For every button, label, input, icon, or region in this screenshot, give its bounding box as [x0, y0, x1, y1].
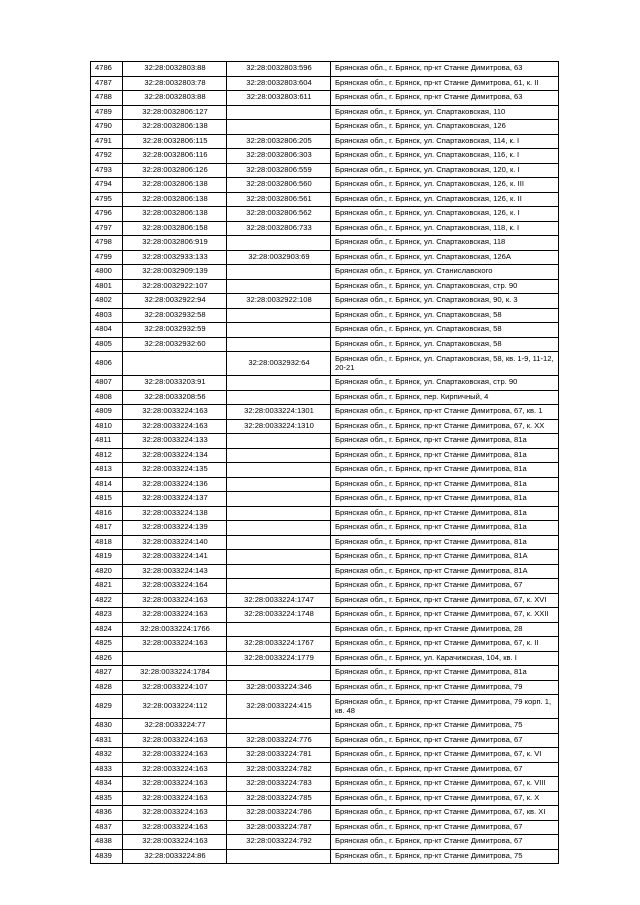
- table-row: [91, 550, 559, 565]
- parcel-number-cell: 32:28:0033224:135: [123, 463, 227, 478]
- parcel-number-cell: 32:28:0032803:88: [123, 62, 227, 77]
- object-number-cell: [227, 308, 331, 323]
- object-number-cell: 32:28:0033224:415: [227, 695, 331, 719]
- parcel-number-cell: 32:28:0032806:138: [123, 120, 227, 135]
- object-number-cell: [227, 579, 331, 594]
- object-number-cell: 32:28:0033224:1748: [227, 608, 331, 623]
- address-cell: Брянская обл., г. Брянск, ул. Спартаковская, 90, к. 3: [331, 294, 559, 309]
- address-cell: Брянская обл., г. Брянск, пр-кт Станке Димитрова, 81А: [331, 564, 559, 579]
- table-row: [91, 134, 559, 149]
- object-number-cell: [227, 849, 331, 864]
- address-cell: Брянская обл., г. Брянск, пр-кт Станке Димитрова, 67, кв. 1: [331, 405, 559, 420]
- address-cell: Брянская обл., г. Брянск, пр-кт Станке Димитрова, 67: [331, 762, 559, 777]
- address-cell: Брянская обл., г. Брянск, ул. Станиславского: [331, 265, 559, 280]
- table-row: [91, 748, 559, 763]
- object-number-cell: 32:28:0033224:781: [227, 748, 331, 763]
- object-number-cell: [227, 564, 331, 579]
- table-row: [91, 352, 559, 376]
- row-number-cell: 4817: [91, 521, 123, 536]
- table-row: [91, 390, 559, 405]
- table-row: [91, 250, 559, 265]
- parcel-number-cell: 32:28:0033224:141: [123, 550, 227, 565]
- parcel-number-cell: 32:28:0033224:163: [123, 835, 227, 850]
- object-number-cell: [227, 666, 331, 681]
- row-number-cell: 4819: [91, 550, 123, 565]
- object-number-cell: [227, 492, 331, 507]
- row-number-cell: 4806: [91, 352, 123, 376]
- table-row: [91, 76, 559, 91]
- parcel-number-cell: 32:28:0032933:133: [123, 250, 227, 265]
- object-number-cell: [227, 376, 331, 391]
- row-number-cell: 4787: [91, 76, 123, 91]
- address-cell: Брянская обл., г. Брянск, пр-кт Станке Димитрова, 67, к. XX: [331, 419, 559, 434]
- row-number-cell: 4820: [91, 564, 123, 579]
- row-number-cell: 4793: [91, 163, 123, 178]
- table-row: [91, 192, 559, 207]
- table-row: [91, 666, 559, 681]
- object-number-cell: 32:28:0032806:562: [227, 207, 331, 222]
- row-number-cell: 4804: [91, 323, 123, 338]
- parcel-number-cell: 32:28:0032806:138: [123, 207, 227, 222]
- row-number-cell: 4809: [91, 405, 123, 420]
- parcel-number-cell: 32:28:0032806:158: [123, 221, 227, 236]
- address-cell: Брянская обл., г. Брянск, пр-кт Станке Димитрова, 81а: [331, 448, 559, 463]
- row-number-cell: 4788: [91, 91, 123, 106]
- row-number-cell: 4833: [91, 762, 123, 777]
- address-cell: Брянская обл., г. Брянск, ул. Спартаковская, 120, к. I: [331, 163, 559, 178]
- parcel-number-cell: 32:28:0033224:137: [123, 492, 227, 507]
- parcel-number-cell: 32:28:0032803:88: [123, 91, 227, 106]
- address-cell: Брянская обл., г. Брянск, пр-кт Станке Димитрова, 67: [331, 835, 559, 850]
- address-cell: Брянская обл., г. Брянск, пр-кт Станке Димитрова, 81а: [331, 521, 559, 536]
- address-cell: Брянская обл., г. Брянск, пр-кт Станке Димитрова, 67, к. VIII: [331, 777, 559, 792]
- object-number-cell: [227, 506, 331, 521]
- address-cell: Брянская обл., г. Брянск, пр-кт Станке Димитрова, 67, к. VI: [331, 748, 559, 763]
- row-number-cell: 4794: [91, 178, 123, 193]
- row-number-cell: 4821: [91, 579, 123, 594]
- table-row: [91, 91, 559, 106]
- parcel-number-cell: 32:28:0033224:163: [123, 777, 227, 792]
- parcel-number-cell: 32:28:0033224:107: [123, 680, 227, 695]
- address-cell: Брянская обл., г. Брянск, ул. Спартаковская, 58: [331, 337, 559, 352]
- address-cell: Брянская обл., г. Брянск, ул. Спартаковская, 126А: [331, 250, 559, 265]
- row-number-cell: 4839: [91, 849, 123, 864]
- parcel-number-cell: 32:28:0032806:127: [123, 105, 227, 120]
- row-number-cell: 4818: [91, 535, 123, 550]
- address-cell: Брянская обл., г. Брянск, ул. Спартаковская, 58, кв. 1-9, 11-12, 20-21: [331, 352, 559, 376]
- parcel-number-cell: 32:28:0033224:163: [123, 405, 227, 420]
- object-number-cell: [227, 550, 331, 565]
- row-number-cell: 4799: [91, 250, 123, 265]
- object-number-cell: 32:28:0033224:782: [227, 762, 331, 777]
- object-number-cell: 32:28:0033224:1767: [227, 637, 331, 652]
- object-number-cell: [227, 337, 331, 352]
- row-number-cell: 4811: [91, 434, 123, 449]
- object-number-cell: 32:28:0032903:69: [227, 250, 331, 265]
- table-row: [91, 651, 559, 666]
- table-row: [91, 434, 559, 449]
- parcel-number-cell: [123, 651, 227, 666]
- object-number-cell: [227, 535, 331, 550]
- row-number-cell: 4814: [91, 477, 123, 492]
- address-cell: Брянская обл., г. Брянск, пр-кт Станке Димитрова, 81а: [331, 535, 559, 550]
- row-number-cell: 4816: [91, 506, 123, 521]
- object-number-cell: [227, 622, 331, 637]
- table-row: [91, 323, 559, 338]
- parcel-number-cell: 32:28:0033224:163: [123, 806, 227, 821]
- parcel-number-cell: 32:28:0033224:163: [123, 748, 227, 763]
- object-number-cell: 32:28:0033224:1310: [227, 419, 331, 434]
- row-number-cell: 4803: [91, 308, 123, 323]
- object-number-cell: 32:28:0033224:792: [227, 835, 331, 850]
- address-cell: Брянская обл., г. Брянск, ул. Спартаковская, 110: [331, 105, 559, 120]
- address-cell: Брянская обл., г. Брянск, пр-кт Станке Димитрова, 67, к. X: [331, 791, 559, 806]
- row-number-cell: 4827: [91, 666, 123, 681]
- parcel-number-cell: 32:28:0033224:163: [123, 762, 227, 777]
- parcel-number-cell: 32:28:0033224:163: [123, 820, 227, 835]
- row-number-cell: 4791: [91, 134, 123, 149]
- table-row: [91, 535, 559, 550]
- parcel-number-cell: 32:28:0033224:140: [123, 535, 227, 550]
- object-number-cell: 32:28:0033224:1779: [227, 651, 331, 666]
- row-number-cell: 4815: [91, 492, 123, 507]
- parcel-number-cell: 32:28:0032932:59: [123, 323, 227, 338]
- parcel-number-cell: 32:28:0033224:77: [123, 719, 227, 734]
- row-number-cell: 4826: [91, 651, 123, 666]
- table-row: [91, 477, 559, 492]
- table-row: [91, 265, 559, 280]
- object-number-cell: 32:28:0032806:561: [227, 192, 331, 207]
- object-number-cell: [227, 236, 331, 251]
- parcel-number-cell: 32:28:0033203:91: [123, 376, 227, 391]
- table-row: [91, 733, 559, 748]
- address-cell: Брянская обл., г. Брянск, пр-кт Станке Димитрова, 67, к. XXII: [331, 608, 559, 623]
- parcel-number-cell: 32:28:0033224:1784: [123, 666, 227, 681]
- address-cell: Брянская обл., г. Брянск, пр-кт Станке Димитрова, 61, к. II: [331, 76, 559, 91]
- row-number-cell: 4798: [91, 236, 123, 251]
- table-row: [91, 506, 559, 521]
- row-number-cell: 4824: [91, 622, 123, 637]
- address-cell: Брянская обл., г. Брянск, пр-кт Станке Димитрова, 81а: [331, 477, 559, 492]
- row-number-cell: 4805: [91, 337, 123, 352]
- parcel-number-cell: 32:28:0033224:134: [123, 448, 227, 463]
- parcel-number-cell: 32:28:0033224:163: [123, 791, 227, 806]
- cadastral-table: [90, 61, 559, 864]
- table-row: [91, 120, 559, 135]
- parcel-number-cell: 32:28:0032932:58: [123, 308, 227, 323]
- table-row: [91, 719, 559, 734]
- object-number-cell: [227, 463, 331, 478]
- address-cell: Брянская обл., г. Брянск, пр-кт Станке Димитрова, 28: [331, 622, 559, 637]
- row-number-cell: 4835: [91, 791, 123, 806]
- parcel-number-cell: 32:28:0033224:136: [123, 477, 227, 492]
- row-number-cell: 4792: [91, 149, 123, 164]
- address-cell: Брянская обл., г. Брянск, пр-кт Станке Димитрова, 67: [331, 733, 559, 748]
- row-number-cell: 4808: [91, 390, 123, 405]
- object-number-cell: [227, 390, 331, 405]
- address-cell: Брянская обл., г. Брянск, пр-кт Станке Димитрова, 81а: [331, 666, 559, 681]
- parcel-number-cell: 32:28:0033224:163: [123, 608, 227, 623]
- address-cell: Брянская обл., г. Брянск, пр-кт Станке Димитрова, 67, кв. XI: [331, 806, 559, 821]
- table-row: [91, 777, 559, 792]
- object-number-cell: [227, 719, 331, 734]
- parcel-number-cell: 32:28:0033224:112: [123, 695, 227, 719]
- row-number-cell: 4822: [91, 593, 123, 608]
- parcel-number-cell: 32:28:0032806:138: [123, 192, 227, 207]
- parcel-number-cell: 32:28:0033224:163: [123, 419, 227, 434]
- address-cell: Брянская обл., г. Брянск, пр-кт Станке Димитрова, 79 корп. 1, кв. 48: [331, 695, 559, 719]
- address-cell: Брянская обл., г. Брянск, пр-кт Станке Димитрова, 75: [331, 849, 559, 864]
- table-row: [91, 448, 559, 463]
- table-row: [91, 236, 559, 251]
- parcel-number-cell: 32:28:0033224:1766: [123, 622, 227, 637]
- parcel-number-cell: 32:28:0033224:163: [123, 593, 227, 608]
- address-cell: Брянская обл., г. Брянск, ул. Спартаковская, 118, к. I: [331, 221, 559, 236]
- address-cell: Брянская обл., г. Брянск, пр-кт Станке Димитрова, 81а: [331, 434, 559, 449]
- object-number-cell: 32:28:0032806:303: [227, 149, 331, 164]
- object-number-cell: 32:28:0033224:1301: [227, 405, 331, 420]
- parcel-number-cell: [123, 352, 227, 376]
- object-number-cell: 32:28:0032932:64: [227, 352, 331, 376]
- table-row: [91, 492, 559, 507]
- object-number-cell: 32:28:0032806:733: [227, 221, 331, 236]
- table-row: [91, 564, 559, 579]
- object-number-cell: 32:28:0032803:611: [227, 91, 331, 106]
- parcel-number-cell: 32:28:0032932:60: [123, 337, 227, 352]
- address-cell: Брянская обл., г. Брянск, пер. Кирпичный, 4: [331, 390, 559, 405]
- address-cell: Брянская обл., г. Брянск, пр-кт Станке Димитрова, 81а: [331, 492, 559, 507]
- address-cell: Брянская обл., г. Брянск, ул. Спартаковская, 126, к. I: [331, 207, 559, 222]
- address-cell: Брянская обл., г. Брянск, ул. Спартаковская, 126: [331, 120, 559, 135]
- parcel-number-cell: 32:28:0032806:138: [123, 178, 227, 193]
- table-row: [91, 405, 559, 420]
- table-row: [91, 294, 559, 309]
- address-cell: Брянская обл., г. Брянск, пр-кт Станке Димитрова, 67, к. II: [331, 637, 559, 652]
- table-row: [91, 762, 559, 777]
- row-number-cell: 4828: [91, 680, 123, 695]
- table-row: [91, 221, 559, 236]
- address-cell: Брянская обл., г. Брянск, пр-кт Станке Димитрова, 67: [331, 579, 559, 594]
- parcel-number-cell: 32:28:0033224:138: [123, 506, 227, 521]
- row-number-cell: 4810: [91, 419, 123, 434]
- table-row: [91, 337, 559, 352]
- object-number-cell: [227, 434, 331, 449]
- address-cell: Брянская обл., г. Брянск, ул. Спартаковская, 116, к. I: [331, 149, 559, 164]
- row-number-cell: 4836: [91, 806, 123, 821]
- object-number-cell: 32:28:0032803:596: [227, 62, 331, 77]
- table-row: [91, 695, 559, 719]
- address-cell: Брянская обл., г. Брянск, ул. Карачижская, 104, кв. I: [331, 651, 559, 666]
- object-number-cell: 32:28:0032806:560: [227, 178, 331, 193]
- table-row: [91, 835, 559, 850]
- table-row: [91, 463, 559, 478]
- table-row: [91, 376, 559, 391]
- table-row: [91, 105, 559, 120]
- object-number-cell: [227, 120, 331, 135]
- address-cell: Брянская обл., г. Брянск, ул. Спартаковская, 126, к. III: [331, 178, 559, 193]
- table-row: [91, 279, 559, 294]
- table-row: [91, 593, 559, 608]
- object-number-cell: 32:28:0033224:787: [227, 820, 331, 835]
- row-number-cell: 4830: [91, 719, 123, 734]
- parcel-number-cell: 32:28:0033224:143: [123, 564, 227, 579]
- object-number-cell: 32:28:0033224:1747: [227, 593, 331, 608]
- parcel-number-cell: 32:28:0032922:94: [123, 294, 227, 309]
- address-cell: Брянская обл., г. Брянск, ул. Спартаковская, 118: [331, 236, 559, 251]
- address-cell: Брянская обл., г. Брянск, ул. Спартаковская, 58: [331, 323, 559, 338]
- object-number-cell: [227, 265, 331, 280]
- row-number-cell: 4831: [91, 733, 123, 748]
- table-row: [91, 62, 559, 77]
- object-number-cell: 32:28:0032806:205: [227, 134, 331, 149]
- object-number-cell: 32:28:0032806:559: [227, 163, 331, 178]
- row-number-cell: 4825: [91, 637, 123, 652]
- row-number-cell: 4786: [91, 62, 123, 77]
- address-cell: Брянская обл., г. Брянск, пр-кт Станке Димитрова, 63: [331, 91, 559, 106]
- object-number-cell: [227, 477, 331, 492]
- table-row: [91, 806, 559, 821]
- object-number-cell: 32:28:0033224:346: [227, 680, 331, 695]
- row-number-cell: 4802: [91, 294, 123, 309]
- table-row: [91, 163, 559, 178]
- table-row: [91, 622, 559, 637]
- row-number-cell: 4800: [91, 265, 123, 280]
- address-cell: Брянская обл., г. Брянск, пр-кт Станке Димитрова, 81А: [331, 550, 559, 565]
- row-number-cell: 4832: [91, 748, 123, 763]
- object-number-cell: [227, 448, 331, 463]
- object-number-cell: [227, 279, 331, 294]
- row-number-cell: 4812: [91, 448, 123, 463]
- row-number-cell: 4801: [91, 279, 123, 294]
- row-number-cell: 4837: [91, 820, 123, 835]
- address-cell: Брянская обл., г. Брянск, ул. Спартаковская, 126, к. II: [331, 192, 559, 207]
- parcel-number-cell: 32:28:0032806:919: [123, 236, 227, 251]
- row-number-cell: 4823: [91, 608, 123, 623]
- table-row: [91, 521, 559, 536]
- table-row: [91, 308, 559, 323]
- table-row: [91, 149, 559, 164]
- table-row: [91, 849, 559, 864]
- address-cell: Брянская обл., г. Брянск, ул. Спартаковская, стр. 90: [331, 279, 559, 294]
- parcel-number-cell: 32:28:0033224:139: [123, 521, 227, 536]
- table-body: [91, 62, 559, 864]
- object-number-cell: [227, 323, 331, 338]
- table-row: [91, 419, 559, 434]
- object-number-cell: 32:28:0033224:786: [227, 806, 331, 821]
- parcel-number-cell: 32:28:0033224:164: [123, 579, 227, 594]
- table-row: [91, 680, 559, 695]
- row-number-cell: 4796: [91, 207, 123, 222]
- parcel-number-cell: 32:28:0033224:86: [123, 849, 227, 864]
- object-number-cell: 32:28:0033224:785: [227, 791, 331, 806]
- object-number-cell: 32:28:0032803:604: [227, 76, 331, 91]
- address-cell: Брянская обл., г. Брянск, ул. Спартаковская, стр. 90: [331, 376, 559, 391]
- parcel-number-cell: 32:28:0032922:107: [123, 279, 227, 294]
- table-row: [91, 207, 559, 222]
- object-number-cell: 32:28:0033224:783: [227, 777, 331, 792]
- table-row: [91, 579, 559, 594]
- row-number-cell: 4838: [91, 835, 123, 850]
- address-cell: Брянская обл., г. Брянск, ул. Спартаковская, 114, к. I: [331, 134, 559, 149]
- object-number-cell: [227, 105, 331, 120]
- parcel-number-cell: 32:28:0033224:133: [123, 434, 227, 449]
- address-cell: Брянская обл., г. Брянск, пр-кт Станке Димитрова, 81а: [331, 463, 559, 478]
- row-number-cell: 4797: [91, 221, 123, 236]
- table-row: [91, 820, 559, 835]
- parcel-number-cell: 32:28:0032806:116: [123, 149, 227, 164]
- object-number-cell: 32:28:0033224:776: [227, 733, 331, 748]
- address-cell: Брянская обл., г. Брянск, пр-кт Станке Димитрова, 63: [331, 62, 559, 77]
- address-cell: Брянская обл., г. Брянск, пр-кт Станке Димитрова, 75: [331, 719, 559, 734]
- row-number-cell: 4795: [91, 192, 123, 207]
- table-row: [91, 608, 559, 623]
- table-row: [91, 791, 559, 806]
- parcel-number-cell: 32:28:0032806:115: [123, 134, 227, 149]
- parcel-number-cell: 32:28:0032803:78: [123, 76, 227, 91]
- object-number-cell: [227, 521, 331, 536]
- object-number-cell: 32:28:0032922:108: [227, 294, 331, 309]
- parcel-number-cell: 32:28:0033208:56: [123, 390, 227, 405]
- address-cell: Брянская обл., г. Брянск, пр-кт Станке Димитрова, 67: [331, 820, 559, 835]
- row-number-cell: 4813: [91, 463, 123, 478]
- parcel-number-cell: 32:28:0033224:163: [123, 733, 227, 748]
- row-number-cell: 4834: [91, 777, 123, 792]
- address-cell: Брянская обл., г. Брянск, пр-кт Станке Димитрова, 81а: [331, 506, 559, 521]
- address-cell: Брянская обл., г. Брянск, пр-кт Станке Димитрова, 79: [331, 680, 559, 695]
- row-number-cell: 4829: [91, 695, 123, 719]
- row-number-cell: 4789: [91, 105, 123, 120]
- table-row: [91, 178, 559, 193]
- row-number-cell: 4790: [91, 120, 123, 135]
- address-cell: Брянская обл., г. Брянск, ул. Спартаковская, 58: [331, 308, 559, 323]
- address-cell: Брянская обл., г. Брянск, пр-кт Станке Димитрова, 67, к. XVI: [331, 593, 559, 608]
- parcel-number-cell: 32:28:0032909:139: [123, 265, 227, 280]
- parcel-number-cell: 32:28:0032806:126: [123, 163, 227, 178]
- parcel-number-cell: 32:28:0033224:163: [123, 637, 227, 652]
- row-number-cell: 4807: [91, 376, 123, 391]
- table-row: [91, 637, 559, 652]
